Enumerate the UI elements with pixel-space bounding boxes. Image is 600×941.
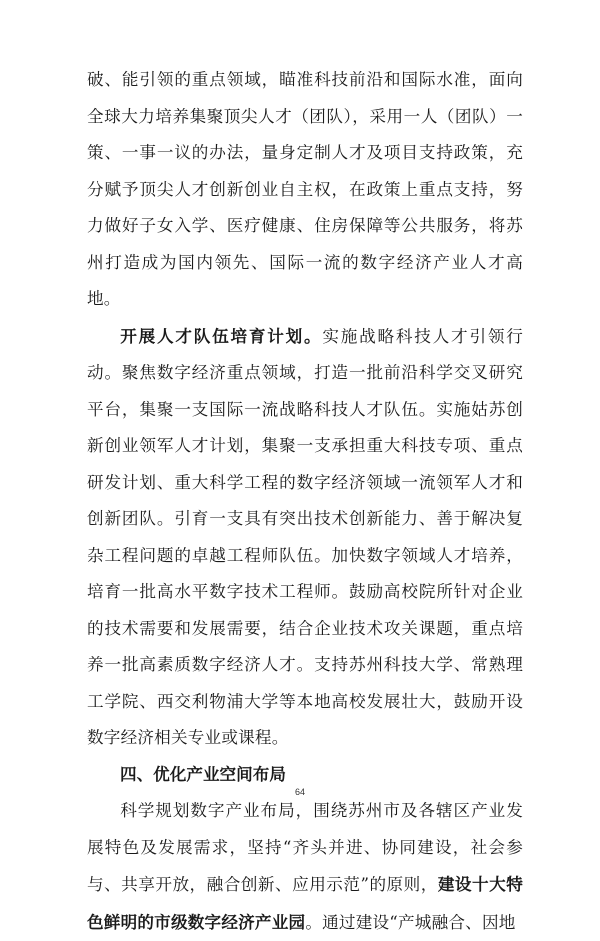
paragraph-spatial-layout	[87, 793, 523, 941]
document-body	[87, 62, 523, 941]
paragraph-continuation: 破、能引领的重点领域，瞄准科技前沿和国际水准，面向全球大力培养集聚顶尖人才（团队），采用一人（团队）一策、一事一议的办法，量身定制人才及项目支持政策，充分赋予顶尖人才创新创业自主权，在政策上重点支持，努力做好子女入学、医疗健康、住房保障等公共服务，将苏州打造成为国内领先、国际一流的数字经济产业人才高地。	[87, 70, 523, 308]
section-heading: 四、优化产业空间布局	[120, 764, 286, 784]
paragraph-tail: 。通过建设“产城融合、因地	[305, 912, 516, 932]
page-number: 64	[294, 787, 305, 797]
paragraph-talent-cultivation	[87, 318, 523, 757]
bold-lead: 开展人才队伍培育计划。	[120, 325, 323, 346]
paragraph-text: 实施战略科技人才引领行动。聚焦数字经济重点领域，打造一批前沿科学交叉研究平台，集聚一支国际一流战略科技人才队伍。实施姑苏创新创业领军人才计划，集聚一支承担重大科技专项、重点研发计划、重大科学工程的数字经济领域一流领军人才和创新团队。引育一支具有突出技术创新能力、善于解决复杂工程问题的卓越工程师队伍。加快数字领域人才培养，培育一批高水平数字技术工程师。鼓励高校院所针对企业的技术需要和发展需要，结合企业技术攻关课题，重点培养一批高素质数字经济人才。支持苏州科技大学、常熟理工学院、西交利物浦大学等本地高校发展壮大，鼓励开设数字经济相关专业或课程。	[87, 326, 523, 747]
bold-emphasis: 建设十大特色鲜明的市级数字经济产业园	[87, 874, 524, 932]
paragraph-text: 科学规划数字产业布局，围绕苏州市及各辖区产业发展特色及发展需求，坚持“齐头并进、协同建设，社会参与、共享开放，融合创新、应用示范”的原则，	[87, 801, 523, 894]
